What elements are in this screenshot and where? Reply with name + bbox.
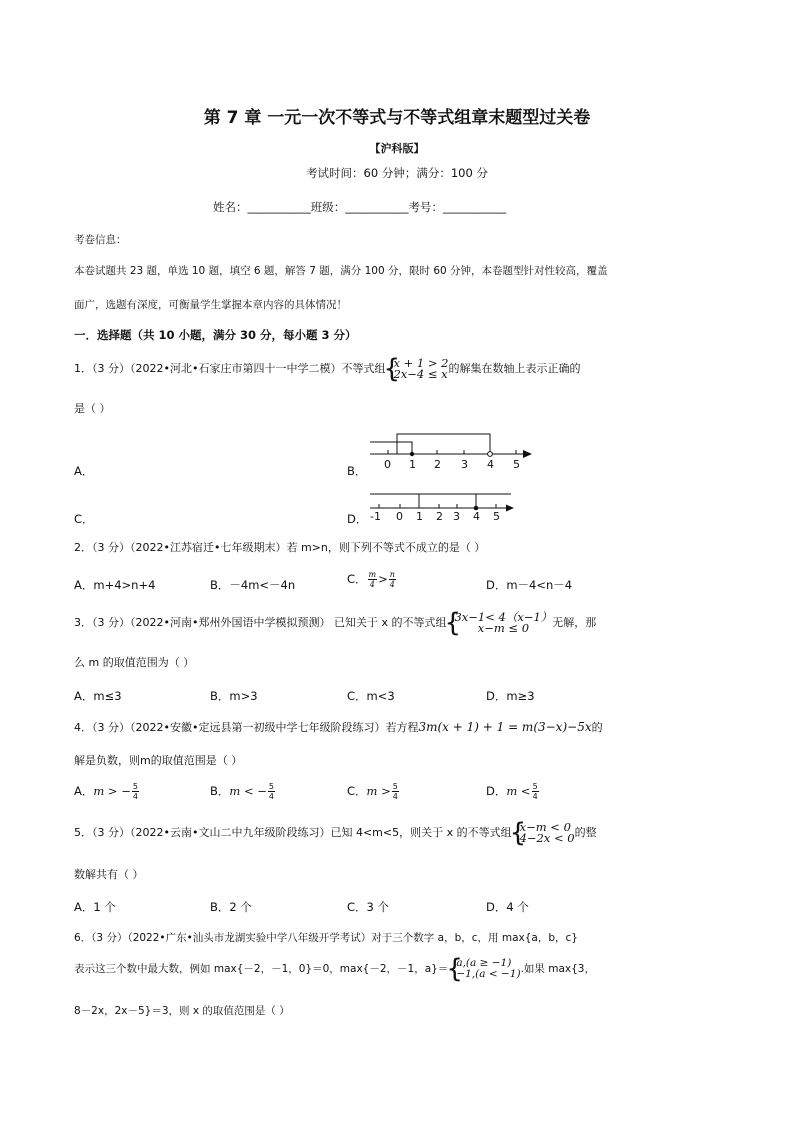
q4-option-c[interactable] (347, 782, 400, 801)
q1-option-d[interactable]: D． (347, 512, 368, 526)
q4-option-b[interactable] (210, 782, 276, 801)
question-6: 6．（3 分）（2022•广东•汕头市龙湖实验中学八年级开学考试）对于三个数字 a，b，c，用 max{a，b，c} (74, 932, 578, 944)
q6-system (448, 958, 520, 980)
q4-option-b-expr: m < − (229, 784, 267, 798)
q2-option-a[interactable]: A．m+4>n+4 (74, 578, 156, 592)
fraction-denominator: 4 (389, 580, 395, 589)
fraction (389, 570, 396, 589)
tick-label: 1 (409, 458, 416, 471)
fraction (132, 782, 139, 801)
q3-option-b[interactable]: B．m>3 (210, 689, 258, 703)
tick-label: 0 (384, 458, 391, 471)
q4-option-c-expr: m > (366, 784, 391, 798)
tick-label: 0 (396, 510, 403, 523)
tick-label: 3 (453, 510, 460, 523)
fraction-denominator: 4 (268, 792, 274, 801)
fraction-denominator: 4 (392, 792, 398, 801)
fraction-numerator: m (368, 570, 377, 579)
number-blank: ___________ (443, 200, 507, 214)
q5-prefix: 5．（3 分）（2022•云南•文山二中九年级阶段练习）已知 4<m<5，则关于 x 的不等式组 (74, 826, 512, 839)
question-3 (74, 612, 596, 634)
q5-option-a[interactable]: A．1 个 (74, 900, 116, 914)
q6-line-3: 8－2x，2x－5}＝3，则 x 的取值范围是（ ） (74, 1005, 290, 1017)
q6-system-line-2: −1,(a < −1) (456, 968, 521, 980)
section-heading: 一．选择题（共 10 小题，满分 30 分，每小题 3 分） (74, 328, 357, 342)
q6-system-line-1: { a,(a ≥ −1) (456, 957, 512, 969)
q6-line-2-prefix: 表示这三个数中最大数，例如 max{－2，－1，0}＝0，max{－2，－1，a}＝ (74, 963, 449, 975)
q4-line-2: 解是负数，则m的取值范围是（ ） (74, 754, 243, 767)
name-label: 姓名： (213, 200, 248, 214)
q3-system-line-2: x−m ≤ 0 (477, 621, 530, 635)
number-line-b-ray-left (370, 442, 412, 454)
q5-line-2: 数解共有（ ） (74, 868, 144, 881)
q2-option-c-label: C． (347, 572, 367, 586)
q5-option-b[interactable]: B．2 个 (210, 900, 252, 914)
number-line-d (366, 487, 521, 523)
tick-label: 5 (513, 458, 520, 471)
q1-system (385, 358, 448, 380)
q5-system (512, 822, 575, 844)
fraction-numerator: n (389, 570, 395, 579)
number-line-b-bracket (397, 434, 490, 454)
tick-label: 4 (473, 510, 480, 523)
info-line-2: 面广，选题有深度，可衡量学生掌握本章内容的具体情况！ (74, 299, 347, 311)
q4-equation: 3m(x + 1) + 1 = m(3−x)−5x (418, 720, 592, 734)
tick-label: 2 (436, 510, 443, 523)
tick-label: 1 (416, 510, 423, 523)
info-label: 考卷信息： (74, 234, 127, 246)
q1-line-2: 是（ ） (74, 402, 111, 415)
q3-option-a[interactable]: A．m≤3 (74, 689, 122, 703)
q2-option-c[interactable] (347, 570, 397, 589)
q4-option-d[interactable] (486, 782, 540, 801)
q1-option-b[interactable]: B． (347, 464, 367, 478)
q3-option-c[interactable]: C．m<3 (347, 689, 395, 703)
q4-option-d-label: D． (486, 784, 507, 798)
class-label: 班级： (310, 200, 346, 214)
info-line-1: 本卷试题共 23 题，单选 10 题，填空 6 题，解答 7 题，满分 100 分，限时 60 分钟，本卷题型针对性较高，覆盖 (74, 265, 608, 277)
q3-suffix: 无解，那 (552, 616, 597, 629)
question-4 (74, 719, 603, 735)
exam-time: 考试时间：60 分钟；满分：100 分 (306, 166, 488, 180)
fraction-numerator: 5 (532, 782, 538, 791)
fraction (368, 570, 378, 589)
fraction-numerator: 5 (268, 782, 274, 791)
q3-line-2: 么 m 的取值范围为（ ） (74, 656, 195, 669)
tick-label: 5 (493, 510, 500, 523)
q4-option-a[interactable] (74, 782, 140, 801)
q5-system-line-1: { x−m < 0 (519, 820, 571, 834)
q4-prefix: 4．（3 分）（2022•安徽•定远县第一初级中学七年级阶段练习）若方程 (74, 721, 419, 734)
fraction-denominator: 4 (132, 792, 138, 801)
number-line-b-open-dot (488, 452, 493, 457)
q3-system (446, 612, 552, 634)
q3-system-line-1: { 3x−1< 4（x−1） (454, 610, 553, 624)
fraction (392, 782, 399, 801)
question-2: 2．（3 分）（2022•江苏宿迁•七年级期末）若 m>n，则下列不等式不成立的是（ ） (74, 541, 486, 554)
q6-line-2 (74, 958, 595, 980)
q4-option-a-expr: m > − (93, 784, 131, 798)
q5-option-c[interactable]: C．3 个 (347, 900, 390, 914)
q1-option-c[interactable]: C． (74, 512, 94, 526)
q1-suffix: 的解集在数轴上表示正确的 (448, 362, 581, 375)
name-blank: ___________ (247, 200, 311, 214)
fraction-numerator: 5 (132, 782, 138, 791)
q1-option-a[interactable]: A． (74, 464, 94, 478)
q1-system-line-2: 2x−4 ≤ x (393, 367, 448, 381)
fraction-denominator: 4 (532, 792, 538, 801)
student-fields (213, 199, 506, 215)
q4-option-b-label: B． (210, 784, 230, 798)
number-line-b-closed-dot (410, 452, 414, 456)
fraction-numerator: 5 (392, 782, 398, 791)
number-line-b-arrow (523, 450, 532, 458)
q6-line-2-suffix: .如果 max{3， (520, 963, 595, 975)
fraction (268, 782, 275, 801)
q4-suffix: 的 (591, 721, 603, 734)
q4-option-a-label: A． (74, 784, 94, 798)
q3-option-d[interactable]: D．m≥3 (486, 689, 535, 703)
q2-option-b[interactable]: B．－4m<－4n (210, 578, 296, 592)
edition-subtitle: 【沪科版】 (369, 142, 425, 155)
q3-prefix: 3．（3 分）（2022•河南•郑州外国语中学模拟预测） 已知关于 x 的不等式组 (74, 616, 447, 629)
q2-option-c-operator: > (378, 572, 388, 586)
q5-system-line-2: 4−2x < 0 (519, 831, 575, 845)
q1-system-line-1: { x + 1 > 2 (393, 356, 449, 370)
q5-option-d[interactable]: D．4 个 (486, 900, 529, 914)
q5-suffix: 的整 (574, 826, 597, 839)
question-5 (74, 822, 597, 844)
fraction-denominator: 4 (369, 580, 375, 589)
question-1 (74, 358, 580, 380)
page-title: 第 7 章 一元一次不等式与不等式组章末题型过关卷 (203, 108, 591, 128)
tick-label: 3 (461, 458, 468, 471)
tick-label: 2 (434, 458, 441, 471)
q2-option-d[interactable]: D．m－4<n－4 (486, 578, 573, 592)
number-line-b (366, 428, 536, 473)
fraction (532, 782, 539, 801)
number-label: 考号： (408, 200, 443, 214)
number-line-d-arrow (506, 505, 514, 512)
class-blank: ___________ (345, 200, 409, 214)
tick-label: 4 (487, 458, 494, 471)
q1-prefix: 1．（3 分）（2022•河北•石家庄市第四十一中学二模）不等式组 (74, 362, 386, 375)
q4-option-d-expr: m < (506, 784, 531, 798)
q4-option-c-label: C． (347, 784, 367, 798)
tick-label: -1 (370, 510, 381, 523)
